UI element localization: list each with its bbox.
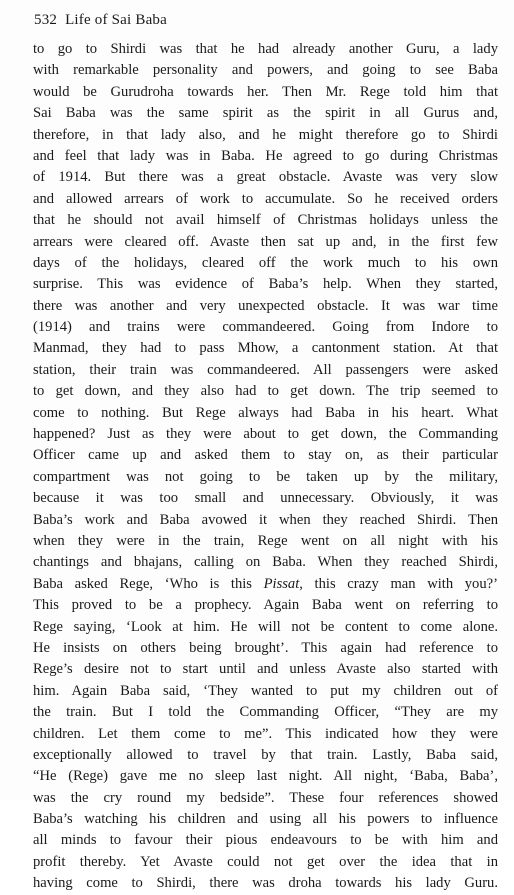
- text-line: chantings and bhajans, calling on Baba. When they reached Shirdi,: [33, 554, 498, 571]
- text-segment: , this crazy man with you?’: [299, 575, 498, 592]
- text-line: therefore, in that lady also, and he might therefore go to Shirdi: [33, 126, 498, 143]
- text-line: Baba’s work and Baba avowed it when they reached Shirdi. Then: [33, 511, 498, 528]
- text-line: This proved to be a prophecy. Again Baba went on referring to: [33, 597, 498, 614]
- text-line: come to nothing. But Rege always had Baba in his heart. What: [33, 404, 498, 421]
- running-head: [34, 12, 167, 29]
- text-line: when they were in the train, Rege went on all night with his: [33, 532, 498, 549]
- text-line: surprise. This was evidence of Baba’s help. When they started,: [33, 276, 498, 293]
- text-line: there was another and very unexpected obstacle. It was war time: [33, 297, 498, 314]
- book-title: Life of Sai Baba: [65, 12, 167, 28]
- text-line: Officer came up and asked them to stay on, as their particular: [33, 447, 498, 464]
- text-line: Rege saying, ‘Look at him. He will not be content to come alone.: [33, 618, 498, 635]
- text-segment: Baba asked Rege, ‘Who is this: [33, 575, 264, 592]
- text-line: was the cry round my bedside”. These four references showed: [33, 789, 498, 806]
- text-line: children. Let them come to me”. This indicated how they were: [33, 725, 498, 742]
- text-line: He insists on others being brought’. This again had reference to: [33, 639, 498, 656]
- text-line: that he should not avail himself of Christmas holidays unless the: [33, 212, 498, 229]
- text-line: to go to Shirdi was that he had already another Guru, a lady: [33, 41, 498, 57]
- text-line: all minds to favour their pious endeavours to be with him and: [33, 832, 498, 849]
- text-line: profit thereby. Yet Avaste could not get over the idea that in: [33, 853, 498, 870]
- text-line: with remarkable personality and powers, and going to see Baba: [33, 62, 498, 79]
- text-line: the train. But I told the Commanding Officer, “They are my: [33, 704, 498, 721]
- text-line: to get down, and they also had to get down. The trip seemed to: [33, 383, 498, 400]
- text-line: having come to Shirdi, there was droha towards his lady Guru.: [33, 875, 498, 892]
- text-line: Rege’s desire not to start until and unless Avaste also started with: [33, 661, 498, 678]
- text-line: exceptionally allowed to travel by that train. Lastly, Baba said,: [33, 746, 498, 763]
- italic-term: Pissat: [263, 575, 300, 592]
- body-text: [33, 39, 498, 895]
- text-line: arrears were cleared off. Avaste then sat up and, in the first few: [33, 233, 498, 250]
- text-line: “He (Rege) gave me no sleep last night. All night, ‘Baba, Baba’,: [33, 768, 498, 785]
- text-line: and feel that lady was in Baba. He agreed to go during Christmas: [33, 147, 498, 164]
- text-line: (1914) and trains were commandeered. Going from Indore to: [33, 319, 498, 336]
- text-line: him. Again Baba said, ‘They wanted to put my children out of: [33, 682, 498, 699]
- text-line: because it was too small and unnecessary. Obviously, it was: [33, 490, 498, 507]
- text-line: and allowed arrears of work to accumulate. So he received orders: [33, 190, 498, 207]
- text-line: compartment was not going to be taken up by the military,: [33, 468, 498, 485]
- text-line: happened? Just as they were about to get down, the Commanding: [33, 426, 498, 443]
- text-line-mixed: [33, 574, 498, 595]
- text-line: days of the holidays, cleared off the work much to his own: [33, 254, 498, 271]
- text-line: station, their train was commandeered. All passengers were asked: [33, 361, 498, 378]
- text-line: Manmad, they had to pass Mhow, a cantonment station. At that: [33, 340, 498, 357]
- page-number: 532: [34, 12, 58, 28]
- text-line: Baba’s watching his children and using all his powers to influence: [33, 811, 498, 828]
- text-line: would be Gurudroha towards her. Then Mr. Rege told him that: [33, 83, 498, 100]
- text-line: of 1914. But there was a great obstacle. Avaste was very slow: [33, 169, 498, 186]
- text-line: Sai Baba was the same spirit as the spirit in all Gurus and,: [33, 105, 498, 122]
